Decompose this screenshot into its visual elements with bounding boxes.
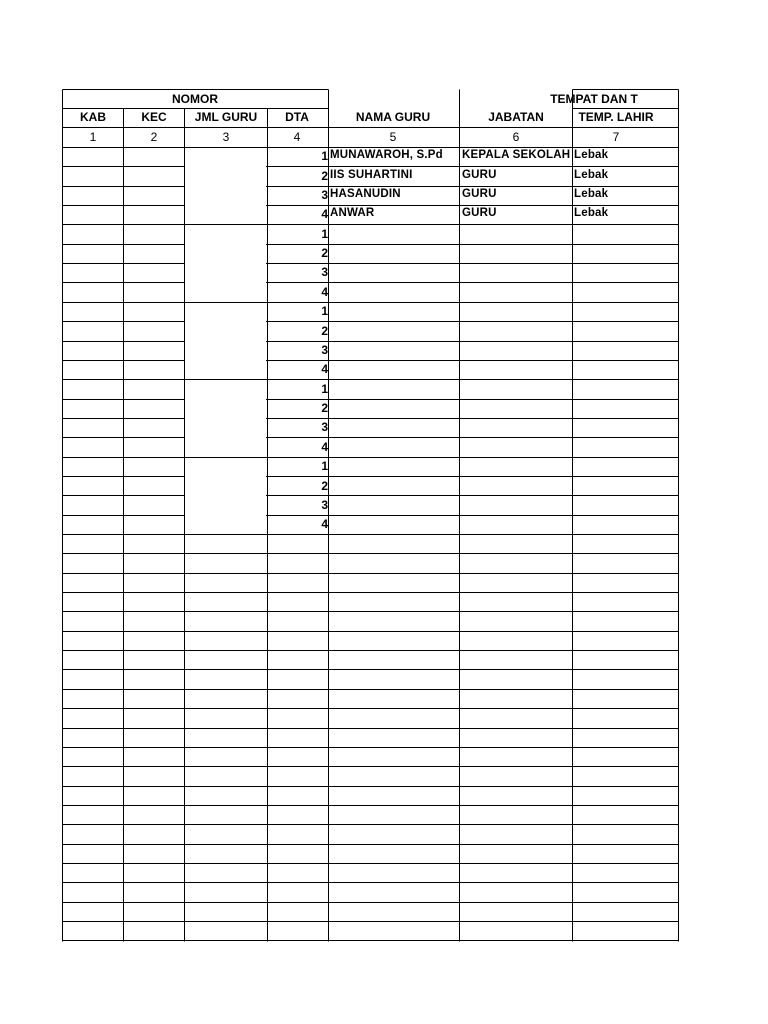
dta-number: 2 — [321, 169, 328, 183]
column-number: 3 — [222, 130, 230, 144]
dta-number: 1 — [321, 149, 328, 163]
column-number: 4 — [293, 130, 301, 144]
merged-cell-mask — [185, 360, 266, 362]
dta-number: 3 — [321, 188, 328, 202]
header-kec: KEC — [141, 110, 167, 124]
merged-cell-mask — [185, 282, 266, 284]
birth-place: Lebak — [574, 169, 609, 181]
merged-cell-mask — [185, 186, 266, 188]
dta-number: 3 — [321, 420, 328, 434]
dta-number: 4 — [321, 440, 328, 454]
dta-number: 2 — [321, 324, 328, 338]
merged-cell-mask — [185, 166, 266, 168]
merged-cell-mask — [185, 418, 266, 420]
dta-number: 4 — [321, 207, 328, 221]
header-dta: DTA — [285, 110, 309, 124]
teacher-name: HASANUDIN — [330, 188, 401, 200]
dta-number: 4 — [321, 517, 328, 531]
dta-number: 1 — [321, 227, 328, 241]
teacher-position: GURU — [462, 169, 497, 181]
merged-cell-mask — [185, 205, 266, 207]
merged-cell-mask — [185, 515, 266, 517]
birth-place: Lebak — [574, 188, 609, 200]
teacher-name: ANWAR — [330, 207, 375, 219]
dta-number: 2 — [321, 479, 328, 493]
column-number: 2 — [150, 130, 158, 144]
merged-cell-mask — [185, 476, 266, 478]
column-number: 5 — [389, 130, 397, 144]
teacher-name: MUNAWAROH, S.Pd — [330, 149, 443, 161]
merged-cell-mask — [185, 399, 266, 401]
merged-cell-mask — [185, 341, 266, 343]
dta-number: 4 — [321, 285, 328, 299]
column-number: 7 — [612, 130, 620, 144]
dta-number: 2 — [321, 246, 328, 260]
dta-number: 4 — [321, 362, 328, 376]
teacher-position: GURU — [462, 207, 497, 219]
header-jml-guru: JML GURU — [194, 110, 258, 124]
teacher-position: GURU — [462, 188, 497, 200]
birth-place: Lebak — [574, 207, 609, 219]
merged-cell-mask — [185, 495, 266, 497]
teacher-data-sheet — [62, 89, 679, 942]
header-temp-lahir: TEMP. LAHIR — [578, 110, 654, 124]
dta-number: 3 — [321, 498, 328, 512]
header-nama-guru: NAMA GURU — [355, 110, 431, 124]
dta-number: 1 — [321, 304, 328, 318]
column-number: 1 — [89, 130, 97, 144]
merged-cell-mask — [185, 244, 266, 246]
merged-cell-mask — [185, 263, 266, 265]
dta-number: 1 — [321, 382, 328, 396]
dta-number: 1 — [321, 459, 328, 473]
header-kab: KAB — [80, 110, 106, 124]
dta-number: 3 — [321, 343, 328, 357]
birth-place: Lebak — [574, 149, 609, 161]
teacher-name: IIS SUHARTINI — [330, 169, 413, 181]
column-number: 6 — [512, 130, 520, 144]
header-jabatan: JABATAN — [488, 110, 544, 124]
merged-cell-mask — [185, 437, 266, 439]
dta-number: 3 — [321, 265, 328, 279]
merged-cell-mask — [185, 321, 266, 323]
teacher-position: KEPALA SEKOLAH — [462, 149, 571, 161]
header-nomor: NOMOR — [172, 92, 218, 106]
dta-number: 2 — [321, 401, 328, 415]
header-tempat-dan: TEMPAT DAN T — [550, 92, 638, 106]
